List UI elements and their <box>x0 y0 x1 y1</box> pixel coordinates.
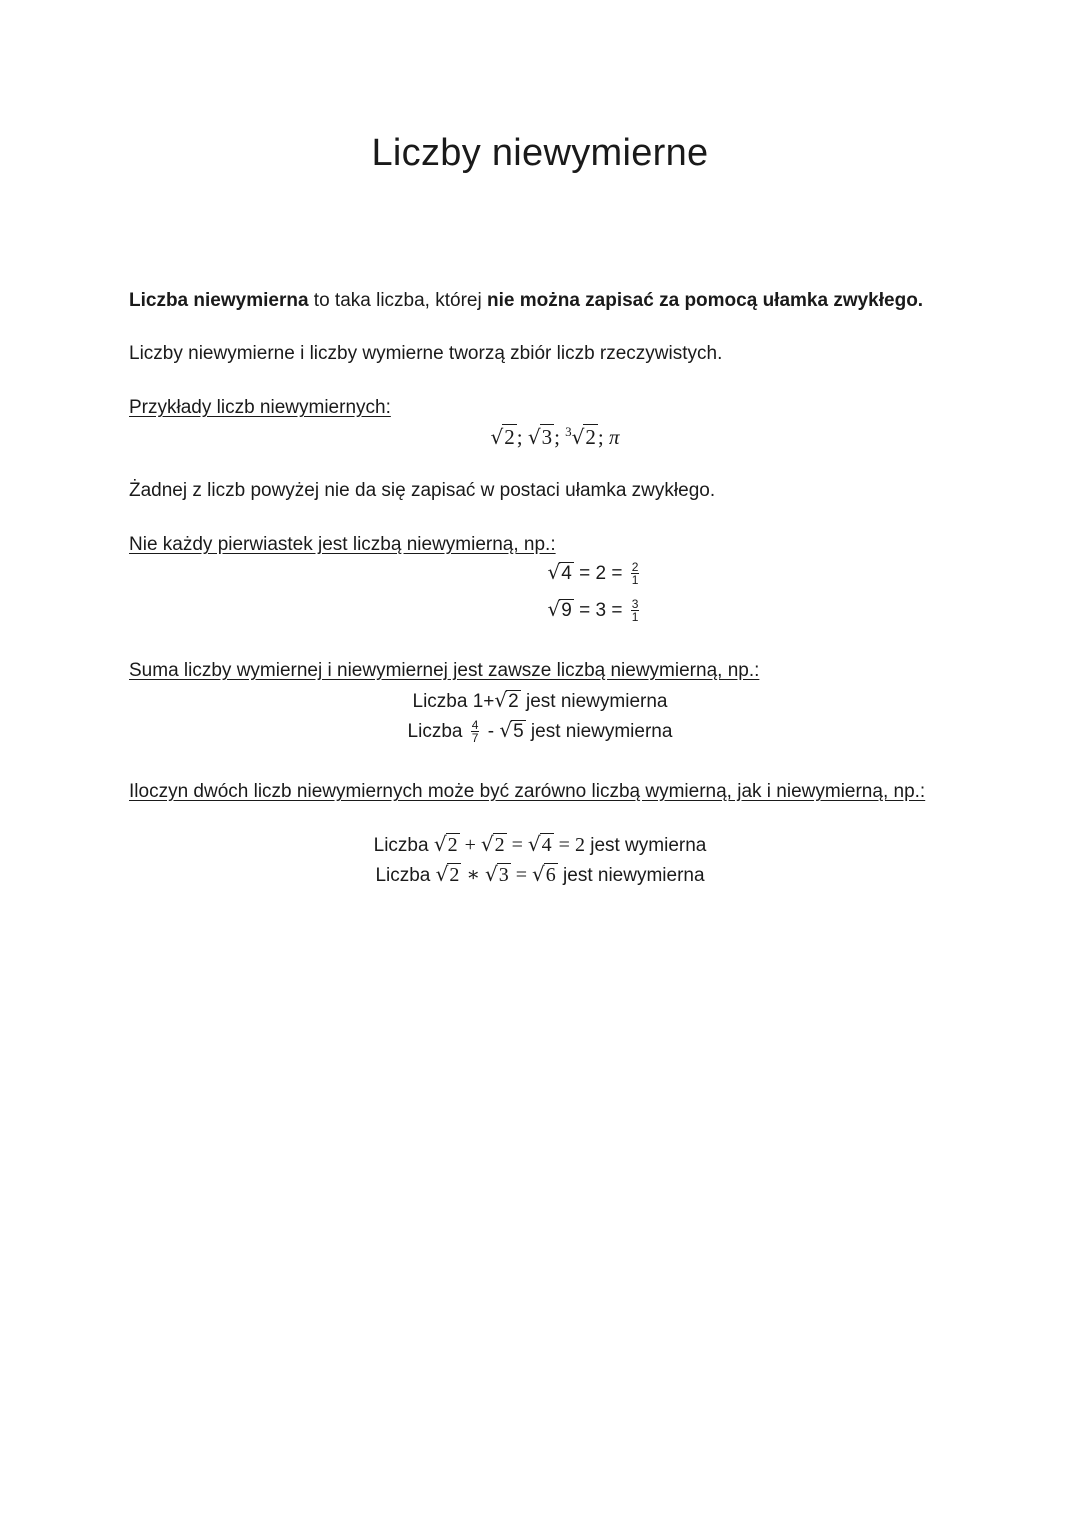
root-example-2: √9 = 3 = $\frac{3}{1}$ <box>547 597 639 625</box>
sqrt-expression: √9 <box>547 597 572 621</box>
roots-heading: Nie każdy pierwiastek jest liczbą niewymierną, np.: <box>129 534 556 555</box>
cube-root-expression: √2 <box>571 425 596 449</box>
root-index: 3 <box>565 424 572 439</box>
sqrt-expression: √2 <box>480 832 505 856</box>
sum-example-1: Liczba 1+√2 jest niewymierna <box>412 688 668 712</box>
definition-emphasis: nie można zapisać za pomocą ułamka zwykłego. <box>486 290 924 311</box>
pi-symbol: π <box>609 425 620 449</box>
sqrt-expression: √2 <box>490 425 515 449</box>
product-example-1: Liczba √2 + √2 = √4 = 2 jest wymierna <box>373 832 707 856</box>
real-numbers-sentence: Liczby niewymierne i liczby wymierne tworzą zbiór liczb rzeczywistych. <box>129 343 723 364</box>
sqrt-expression: √5 <box>499 718 524 742</box>
sqrt-expression: √4 <box>547 560 572 584</box>
product-example-2: Liczba √2 ∗ √3 = √6 jest niewymierna <box>375 862 705 886</box>
sum-example-2: Liczba $\frac{4}{7}$ - √5 jest niewymierna <box>407 718 673 746</box>
examples-formula: √2; √3; $^3$√2; π <box>490 424 620 449</box>
definition-term: Liczba niewymierna <box>129 290 309 311</box>
fraction: $\frac{4}{7}$ <box>471 718 479 746</box>
page-title: Liczby niewymierne <box>371 132 709 174</box>
definition-line <box>129 290 923 312</box>
sqrt-expression: √2 <box>435 862 460 886</box>
sqrt-expression: √3 <box>527 425 553 449</box>
examples-heading: Przykłady liczb niewymiernych: <box>129 397 391 418</box>
definition-middle: to taka liczba, której <box>308 290 487 311</box>
no-fraction-sentence: Żadnej z liczb powyżej nie da się zapisać w postaci ułamka zwykłego. <box>129 480 716 501</box>
sqrt-expression: √4 <box>527 832 552 856</box>
fraction: $\frac{2}{1}$ <box>631 560 639 588</box>
sqrt-expression: √2 <box>433 832 458 856</box>
fraction: $\frac{3}{1}$ <box>631 597 639 625</box>
root-example-1: √4 = 2 = $\frac{2}{1}$ <box>547 560 639 588</box>
sqrt-expression: √3 <box>484 862 509 886</box>
sum-heading: Suma liczby wymiernej i niewymiernej jest zawsze liczbą niewymierną, np.: <box>129 660 760 681</box>
product-heading: Iloczyn dwóch liczb niewymiernych może być zarówno liczbą wymierną, jak i niewymierną, np.: <box>129 781 926 802</box>
sqrt-expression: √2 <box>494 688 519 712</box>
sqrt-expression: √6 <box>532 862 556 886</box>
